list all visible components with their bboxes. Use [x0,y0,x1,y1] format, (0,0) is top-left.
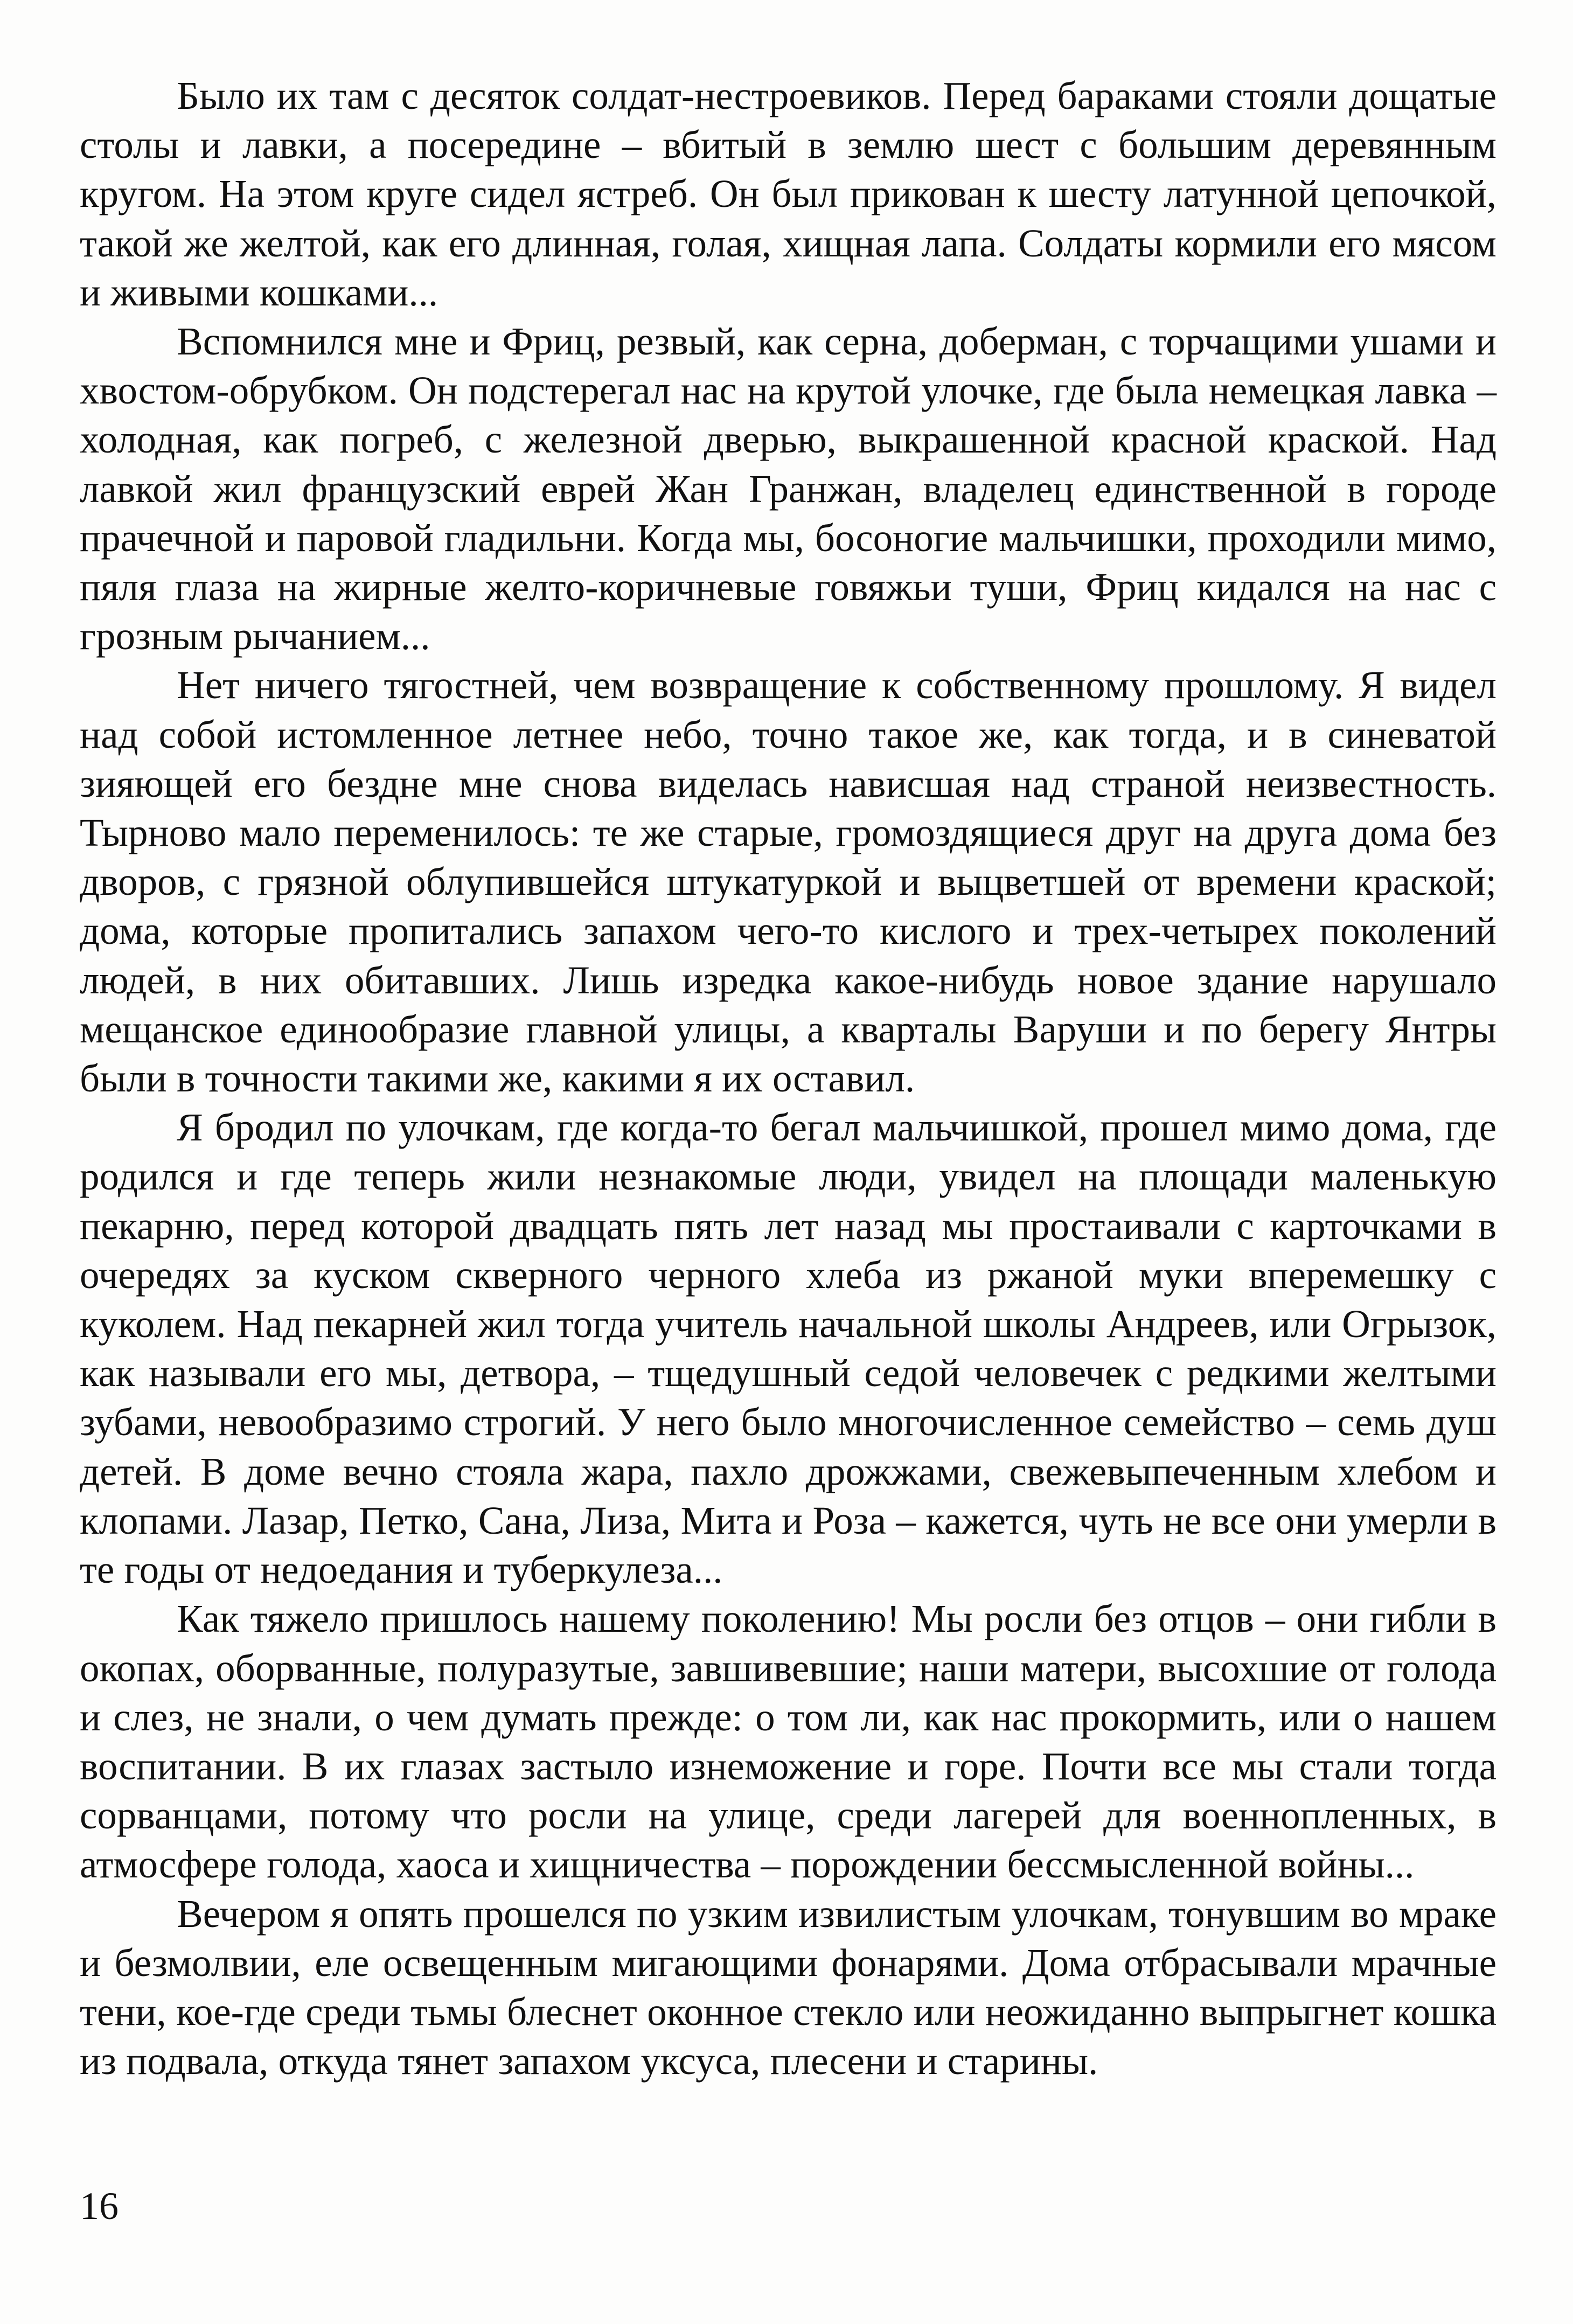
paragraph-1: Было их там с десяток солдат-нестроевиков. Перед бараками стояли дощатые столы и лавки, а посередине – вбитый в землю шест с большим деревянным кругом. На этом круге сидел ястреб. Он был прикован к шесту латунной цепочкой, такой же желтой, как его длинная, голая, хищная лапа. Солдаты кормили его мясом и живыми кошками... [80,74,1497,314]
paragraph-4: Я бродил по улочкам, где когда-то бегал мальчишкой, прошел мимо дома, где родился и где теперь жили незнакомые люди, увидел на площади маленькую пекарню, перед которой двадцать пять лет назад мы простаивали с карточками в очередях за куском скверного черного хлеба из ржаной муки вперемешку с куколем. Над пекарней жил тогда учитель начальной школы Андреев, или Огрызок, как называли его мы, детвора, – тщедушный седой человечек с редкими желтыми зубами, невообразимо строгий. У него было многочисленное семейство – семь душ детей. В доме вечно стояла жара, пахло дрожжами, свежевыпеченным хлебом и клопами. Лазар, Петко, Сана, Лиза, Мита и Роза – кажется, чуть не все они умерли в те годы от недоедания и туберкулеза... [80,1105,1497,1592]
page-number: 16 [80,2184,119,2228]
paragraph-6: Вечером я опять прошелся по узким извилистым улочкам, тонувшим во мраке и безмолвии, еле освещенным мигающими фонарями. Дома отбрасывали мрачные тени, кое-где среди тьмы блеснет оконное стекло или неожиданно выпрыгнет кошка из подвала, откуда тянет запахом уксуса, плесени и старины. [80,1891,1497,2083]
paragraph-5: Как тяжело пришлось нашему поколению! Мы росли без отцов – они гибли в окопах, оборванные, полуразутые, завшивевшие; наши матери, высохшие от голода и слез, не знали, о чем думать прежде: о том ли, как нас прокормить, или о нашем воспитании. В их глазах застыло изнеможение и горе. Почти все мы стали тогда сорванцами, потому что росли на улице, среди лагерей для военнопленных, в атмосфере голода, хаоса и хищничества – порождении бессмысленной войны... [80,1597,1497,1887]
paragraph-3: Нет ничего тягостней, чем возвращение к собственному прошлому. Я видел над собой истомленное летнее небо, точно такое же, как тогда, и в синеватой зияющей его бездне мне снова виделась нависшая над страной неизвестность. Тырново мало переменилось: те же старые, громоздящиеся друг на друга дома без дворов, с грязной облупившейся штукатуркой и выцветшей от времени краской; дома, которые пропитались запахом чего-то кислого и трех-четырех поколений людей, в них обитавших. Лишь изредка какое-нибудь новое здание нарушало мещанское единообразие главной улицы, а кварталы Варуши и по берегу Янтры были в точности такими же, какими я их оставил. [80,663,1497,1101]
body-text [80,71,1497,2085]
paragraph-2: Вспомнился мне и Фриц, резвый, как серна, доберман, с торчащими ушами и хвостом-обрубком. Он подстерегал нас на крутой улочке, где была немецкая лавка – холодная, как погреб, с железной дверью, выкрашенной красной краской. Над лавкой жил французский еврей Жан Гранжан, владелец единственной в городе прачечной и паровой гладильни. Когда мы, босоногие мальчишки, проходили мимо, пяля глаза на жирные желто-коричневые говяжьи туши, Фриц кидался на нас с грозным рычанием... [80,319,1497,658]
